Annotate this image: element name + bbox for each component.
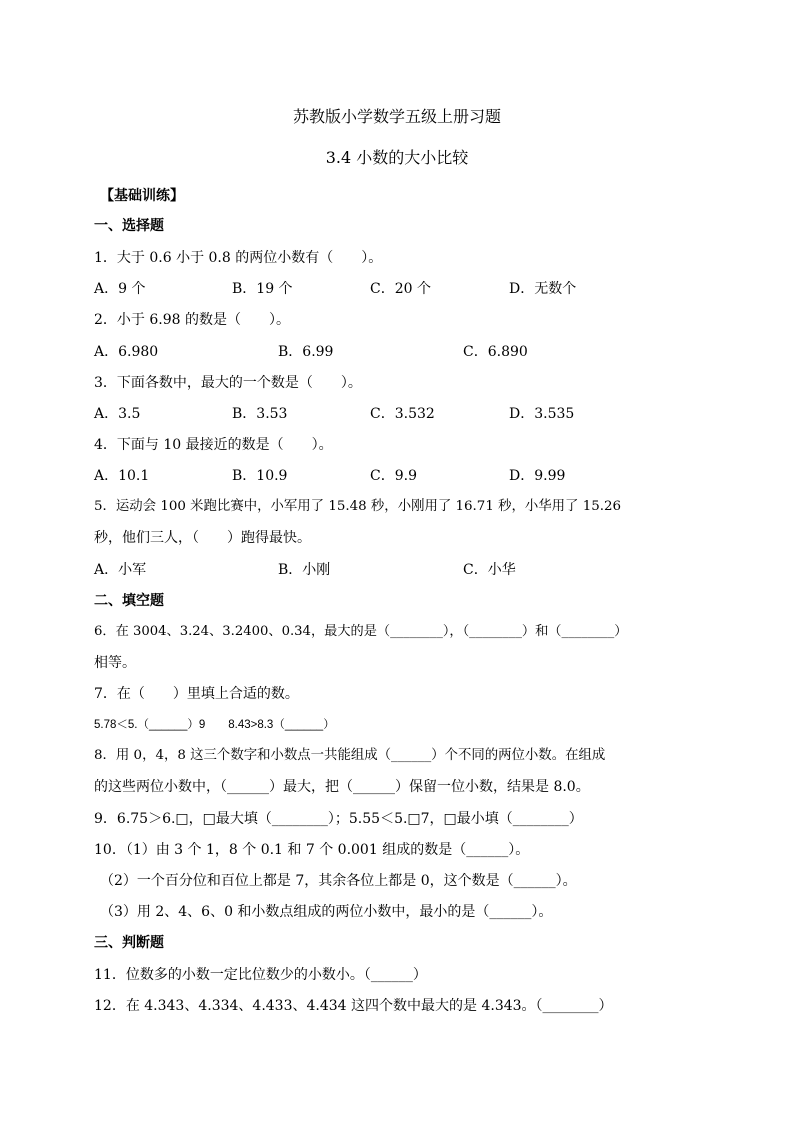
q4-option-b: B．10.9 [232,468,288,484]
section-label: 【基础训练】 [100,188,184,204]
question-4: 4．下面与 10 最接近的数是（ ）。 [94,437,333,453]
part2-heading: 二、填空题 [94,593,164,609]
q1-option-a: A．9 个 [94,281,146,297]
question-10-1: 10．（1）由 3 个 1，8 个 0.1 和 7 个 0.001 组成的数是（______）。 [94,842,530,858]
q4-option-d: D．9.99 [509,468,566,484]
question-5-line2: 秒，他们三人，（ ）跑得最快。 [94,530,311,546]
q4-option-c: C．9.9 [370,468,417,484]
part3-heading: 三、判断题 [94,935,164,951]
q1-option-d: D．无数个 [509,281,577,297]
q1-option-b: B．19 个 [232,281,293,297]
q1-option-c: C．20 个 [370,281,431,297]
question-10-3: （3）用 2、4、6、0 和小数点组成的两位小数中，最小的是（______）。 [100,904,553,920]
q5-option-c: C．小华 [463,562,516,578]
q5-option-a: A．小军 [94,562,147,578]
question-5-line1: 5．运动会 100 米跑比赛中，小军用了 15.48 秒，小刚用了 16.71 秒，小华用了 15.26 [94,499,622,514]
question-8-line1: 8．用 0，4，8 这三个数字和小数点一共能组成（______）个不同的两位小数。在组成 [94,748,606,763]
question-9: 9．6.75＞6.□，□最大填（________）；5.55＜5.□7，□最小填（________） [94,811,583,827]
question-11: 11．位数多的小数一定比位数少的小数小。（______） [94,967,427,983]
q2-option-a: A．6.980 [94,344,159,360]
question-3: 3．下面各数中，最大的一个数是（ ）。 [94,375,362,391]
q5-option-b: B．小刚 [278,562,331,578]
q4-option-a: A．10.1 [94,468,150,484]
question-10-2: （2）一个百分位和百位上都是 7，其余各位上都是 0，这个数是（______）。 [100,873,577,889]
q2-option-b: B．6.99 [278,344,334,360]
q3-option-b: B．3.53 [232,406,288,422]
question-1: 1．大于 0.6 小于 0.8 的两位小数有（ ）。 [94,250,383,266]
question-6-line2: 相等。 [94,655,136,671]
question-8-line2: 的这些两位小数中，（______）最大，把（______）保留一位小数，结果是 8.0。 [94,779,590,795]
question-12: 12．在 4.343、4.334、4.433、4.434 这四个数中最大的是 4.343。（________） [94,998,613,1014]
q3-option-d: D．3.535 [509,406,575,422]
page-subtitle: 3.4 小数的大小比较 [325,148,469,167]
question-6-line1: 6．在 3004、3.24、3.2400、0.34，最大的是（________），（________）和（________） [94,624,628,639]
question-7: 7．在（ ）里填上合适的数。 [94,686,299,702]
q3-option-a: A．3.5 [94,406,141,422]
part1-heading: 一、选择题 [94,218,164,234]
q2-option-c: C．6.890 [463,344,528,360]
question-7-items: 5.78＜5.（______）9 8.43>8.3（______） [94,719,335,731]
page-title: 苏教版小学数学五级上册习题 [292,107,501,126]
question-2: 2．小于 6.98 的数是（ ）。 [94,312,290,328]
q3-option-c: C．3.532 [370,406,435,422]
